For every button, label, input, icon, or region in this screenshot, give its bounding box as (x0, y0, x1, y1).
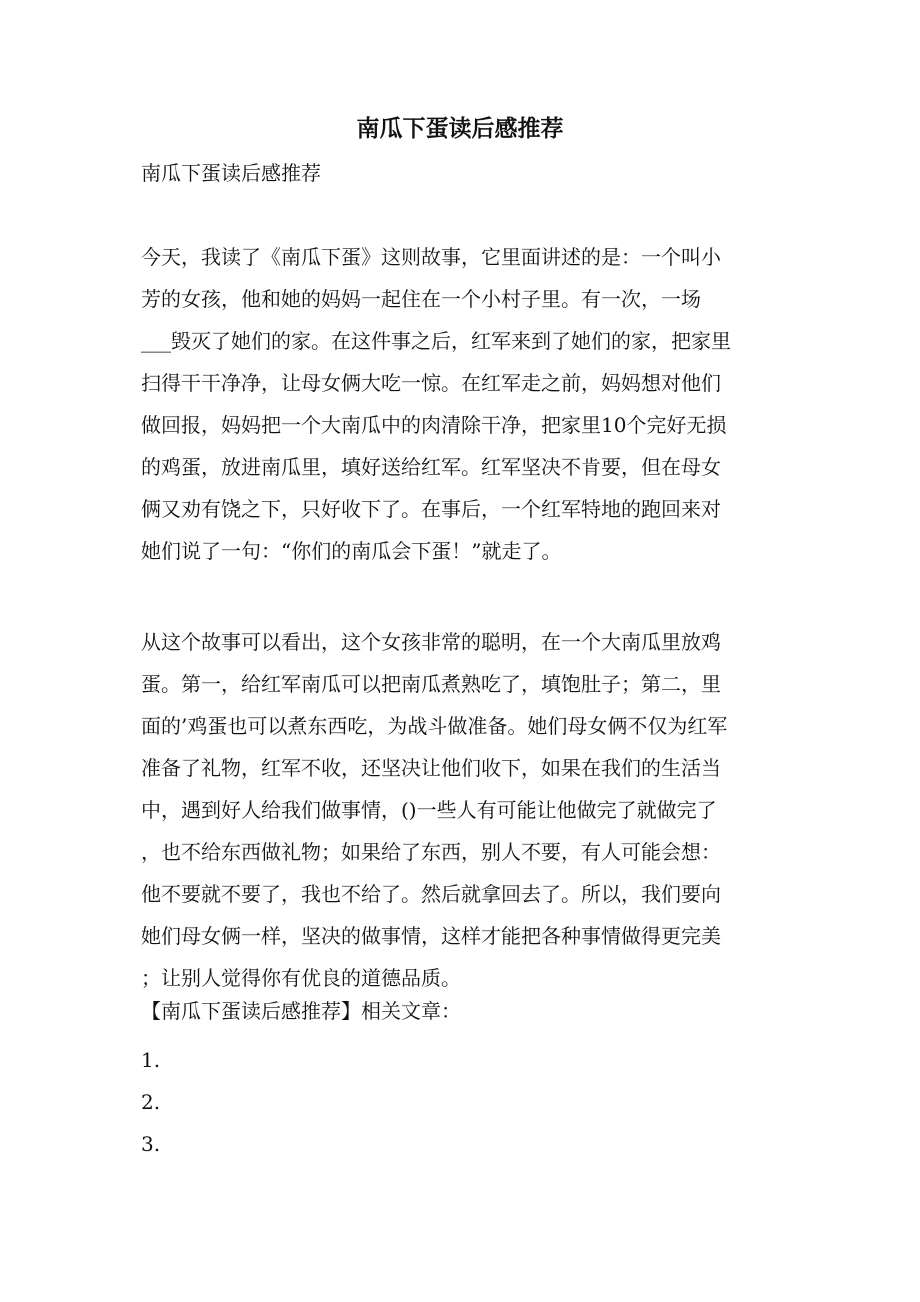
paragraph-line: 俩又劝有饶之下，只好收下了。在事后，一个红军特地的跑回来对 (141, 497, 721, 521)
paragraph-line: 面的’鸡蛋也可以煮东西吃，为战斗做准备。她们母女俩不仅为红军 (141, 714, 728, 738)
paragraph-line: 做回报，妈妈把一个大南瓜中的肉清除干净，把家里10个完好无损 (141, 413, 727, 437)
paragraph-line: ，也不给东西做礼物；如果给了东西，别人不要，有人可能会想： (141, 840, 721, 864)
paragraph-line: 的鸡蛋，放进南瓜里，填好送给红军。红军坚决不肯要，但在母女 (141, 455, 721, 479)
paragraph-line: 今天，我读了《南瓜下蛋》这则故事，它里面讲述的是：一个叫小 (141, 245, 721, 269)
document-title: 南瓜下蛋读后感推荐 (356, 116, 564, 142)
paragraph-line: 从这个故事可以看出，这个女孩非常的聪明，在一个大南瓜里放鸡 (141, 630, 721, 654)
paragraph-line: 中，遇到好人给我们做事情，()一些人有可能让他做完了就做完了 (141, 798, 717, 822)
paragraph-line: 准备了礼物，红军不收，还坚决让他们收下，如果在我们的生活当 (141, 756, 721, 780)
related-article-item[interactable]: 1. (141, 1048, 161, 1072)
related-articles-list (141, 1045, 160, 1171)
paragraph-line: 芳的女孩，他和她的妈妈一起住在一个小村子里。有一次，一场 (141, 287, 701, 311)
related-article-item[interactable]: 2. (141, 1090, 161, 1114)
related-articles-heading: 【南瓜下蛋读后感推荐】相关文章： (141, 999, 461, 1023)
related-article-item[interactable]: 3. (141, 1132, 161, 1156)
paragraph-story-summary (141, 236, 791, 572)
paragraph-line: ；让别人觉得你有优良的道德品质。 (141, 966, 461, 990)
paragraph-line: ___毁灭了她们的家。在这件事之后，红军来到了她们的家，把家里 (141, 329, 731, 353)
paragraph-line: 他不要就不要了，我也不给了。然后就拿回去了。所以，我们要向 (141, 882, 721, 906)
paragraph-line: 蛋。第一，给红军南瓜可以把南瓜煮熟吃了，填饱肚子；第二，里 (141, 672, 721, 696)
paragraph-line: 她们母女俩一样，坚决的做事情，这样才能把各种事情做得更完美 (141, 924, 721, 948)
paragraph-reflection (141, 621, 791, 999)
document-subtitle: 南瓜下蛋读后感推荐 (141, 161, 321, 185)
paragraph-line: 扫得干干净净，让母女俩大吃一惊。在红军走之前，妈妈想对他们 (141, 371, 721, 395)
paragraph-line: 她们说了一句：“你们的南瓜会下蛋！”就走了。 (141, 539, 562, 563)
